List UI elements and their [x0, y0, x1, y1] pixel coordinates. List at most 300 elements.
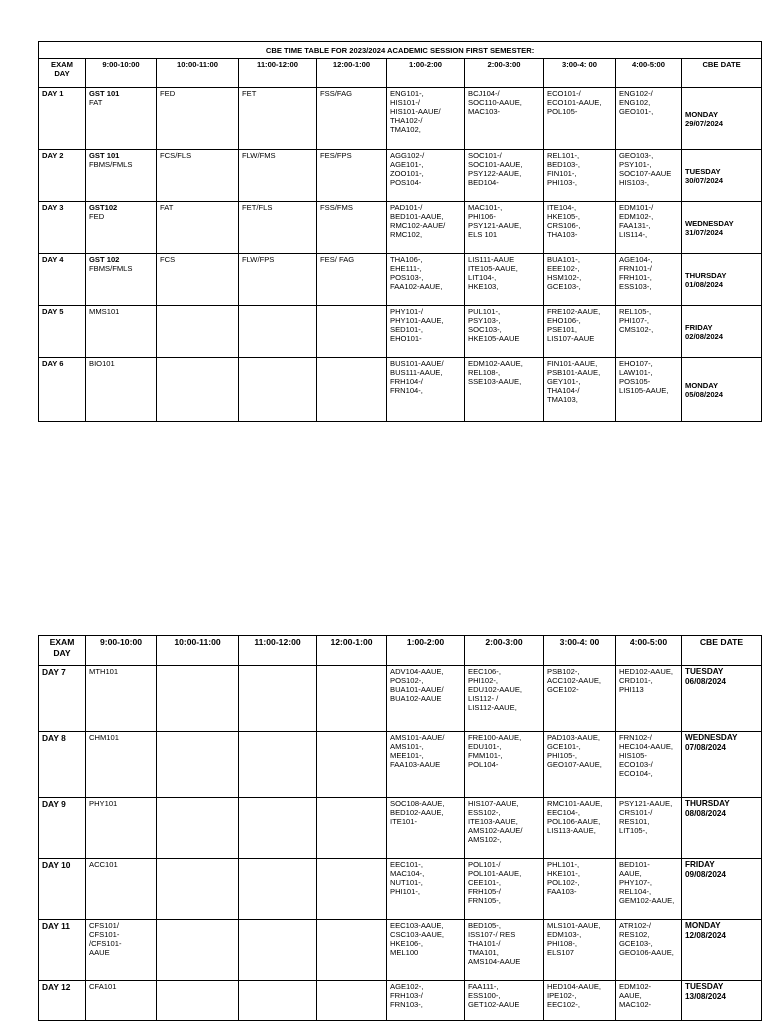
course-cell: [387, 981, 465, 1021]
course-code: ACC101: [89, 860, 118, 869]
course-code: BED102-AAUE,: [390, 808, 444, 817]
course-code: HSM102-,: [547, 273, 582, 282]
course-code: FRN102-/: [619, 733, 652, 742]
course-code: AMS102-,: [468, 835, 502, 844]
course-code: GEO103-,: [619, 151, 654, 160]
course-code: SOC107-AAUE: [619, 169, 672, 178]
header-text: 11:00-12:00: [257, 60, 298, 69]
course-code: ELS107: [547, 948, 575, 957]
course-code: ADV104-AAUE,: [390, 667, 444, 676]
course-code: FAA131-,: [619, 221, 651, 230]
course-code: BED101-: [619, 860, 650, 869]
cbe-date-cell: [682, 358, 762, 422]
course-code: AGE101-,: [390, 160, 424, 169]
course-cell: [157, 732, 239, 798]
course-cell: [157, 88, 239, 150]
timetable-part-1: [38, 41, 762, 422]
course-code: TMA101,: [468, 948, 499, 957]
course-code: AAUE,: [619, 991, 642, 1000]
course-cell: [544, 981, 616, 1021]
course-code: REL108-,: [468, 368, 501, 377]
course-code: ECO104-,: [619, 769, 653, 778]
table-row: [39, 202, 762, 254]
course-cell: [157, 981, 239, 1021]
course-code: PSB101-AAUE,: [547, 368, 601, 377]
course-code: POL104-: [468, 760, 499, 769]
cbe-date-cell: [682, 150, 762, 202]
course-code: LIS113-AAUE,: [547, 826, 596, 835]
cbe-date-text: FRIDAY: [685, 860, 715, 869]
course-code: BED101-AAUE,: [390, 212, 444, 221]
course-code: THA106-,: [390, 255, 423, 264]
header-text: CBE DATE: [702, 60, 741, 69]
course-code: MMS101: [89, 307, 120, 316]
course-code: CFS101-: [89, 930, 120, 939]
course-code: FRN105-,: [468, 896, 501, 905]
course-code: POS103-,: [390, 273, 424, 282]
course-code: PAD103-AAUE,: [547, 733, 601, 742]
course-cell: [465, 358, 544, 422]
course-code: PHI106-: [468, 212, 496, 221]
course-code: GET102-AAUE: [468, 1000, 520, 1009]
course-cell: [465, 88, 544, 150]
course-code: GEO101-,: [619, 107, 654, 116]
course-code: RMC101-AAUE,: [547, 799, 603, 808]
course-cell: [239, 358, 317, 422]
course-code: SED101-,: [390, 325, 423, 334]
cbe-date-text: TUESDAY: [685, 166, 721, 176]
course-cell: [86, 732, 157, 798]
cbe-date-text: 09/08/2024: [685, 870, 726, 879]
course-code: FRH103-/: [390, 991, 423, 1000]
cbe-date-text: MONDAY: [685, 380, 719, 390]
course-code: FBMS/FMLS: [89, 264, 133, 273]
course-code: SOC108-AAUE,: [390, 799, 445, 808]
header-text: CBE DATE: [699, 637, 744, 647]
course-cell: [239, 859, 317, 920]
course-code: HIS105-: [619, 751, 647, 760]
column-header: [387, 636, 465, 666]
cbe-date-cell: [682, 88, 762, 150]
course-code: BIO101: [89, 359, 115, 368]
cbe-date-text: MONDAY: [685, 109, 719, 119]
course-code: IPE102-,: [547, 991, 577, 1000]
course-code: FAT: [89, 98, 103, 107]
course-code: FED: [89, 212, 105, 221]
course-code: PHI113: [619, 685, 644, 694]
course-cell: [86, 202, 157, 254]
course-code: MAC104-,: [390, 869, 425, 878]
cbe-date-text: THURSDAY: [685, 270, 727, 280]
course-code: AGG102-/: [390, 151, 425, 160]
course-code: EHO101-: [390, 334, 422, 343]
course-code: HIS101-AAUE/: [390, 107, 441, 116]
course-code: THA104-/: [547, 386, 580, 395]
course-code: HKE105-,: [547, 212, 580, 221]
course-cell: [317, 202, 387, 254]
course-code: FRE102-AAUE,: [547, 307, 601, 316]
cbe-date-cell: [682, 202, 762, 254]
course-code: CRS106-,: [547, 221, 581, 230]
course-cell: [317, 920, 387, 981]
exam-day-cell: DAY 2: [39, 150, 86, 202]
table-body: [39, 666, 762, 1021]
course-cell: [239, 981, 317, 1021]
header-text: 4:00-5:00: [632, 60, 665, 69]
course-code: REL105-,: [619, 307, 652, 316]
course-code: /CFS101-: [89, 939, 122, 948]
course-code: LIS105-AAUE,: [619, 386, 669, 395]
course-code: PHI101-,: [390, 887, 420, 896]
course-code: PHI105-,: [547, 751, 577, 760]
course-code: GST 102: [89, 255, 120, 264]
exam-day-cell: DAY 3: [39, 202, 86, 254]
course-code: BED104-: [468, 178, 499, 187]
header-text: 12:00-1:00: [332, 60, 371, 69]
course-code: HIS107-AAUE,: [468, 799, 519, 808]
table-row: [39, 666, 762, 732]
course-code: ELS 101: [468, 230, 498, 239]
course-code: AMS102-AAUE/: [468, 826, 523, 835]
header-text: DAY: [53, 648, 71, 658]
cbe-date-text: WEDNESDAY: [685, 218, 734, 228]
course-code: PHY101: [89, 799, 118, 808]
course-cell: [387, 358, 465, 422]
course-code: GCE103-,: [619, 939, 653, 948]
header-text: 9:00-10:00: [99, 637, 143, 647]
course-cell: [157, 798, 239, 859]
course-code: GEY101-,: [547, 377, 581, 386]
course-code: ENG101-,: [390, 89, 424, 98]
course-code: ECO101-AAUE,: [547, 98, 602, 107]
column-header: [239, 636, 317, 666]
column-header: [387, 59, 465, 88]
timetable-title: CBE TIME TABLE FOR 2023/2024 ACADEMIC SESSION FIRST SEMESTER:: [39, 42, 762, 59]
table-body: [39, 88, 762, 422]
cbe-date-text: 05/08/2024: [685, 389, 724, 399]
exam-day-cell: DAY 11: [39, 920, 86, 981]
header-row: [39, 59, 762, 88]
header-text: EXAM: [51, 60, 73, 69]
course-code: PHI108-,: [547, 939, 577, 948]
course-code: PAD101-/: [390, 203, 423, 212]
course-cell: [465, 254, 544, 306]
course-code: FRE100-AAUE,: [468, 733, 522, 742]
course-cell: [86, 306, 157, 358]
course-cell: [317, 306, 387, 358]
column-header: [317, 636, 387, 666]
course-cell: [616, 981, 682, 1021]
course-cell: [86, 666, 157, 732]
course-code: PHI102-,: [468, 676, 498, 685]
course-cell: [317, 88, 387, 150]
column-header: [465, 59, 544, 88]
course-cell: [465, 732, 544, 798]
course-cell: [157, 202, 239, 254]
course-cell: [616, 859, 682, 920]
course-code: FED: [160, 89, 176, 98]
course-code: EDM103-,: [547, 930, 582, 939]
cbe-date-cell: [682, 306, 762, 358]
exam-day-cell: DAY 4: [39, 254, 86, 306]
course-code: POL101-/: [468, 860, 501, 869]
course-code: POL101-AAUE,: [468, 869, 522, 878]
course-code: NUT101-,: [390, 878, 423, 887]
course-code: CMS102-,: [619, 325, 654, 334]
course-code: AAUE: [89, 948, 110, 957]
course-code: BUA102-AAUE: [390, 694, 442, 703]
course-code: EHO107-,: [619, 359, 653, 368]
course-code: HIS103-,: [619, 178, 649, 187]
course-cell: [387, 920, 465, 981]
course-code: FSS/FMS: [320, 203, 353, 212]
header-text: 10:00-11:00: [177, 60, 218, 69]
course-cell: [86, 150, 157, 202]
course-code: EEC101-,: [390, 860, 423, 869]
course-code: ITE101-: [390, 817, 418, 826]
course-cell: [616, 358, 682, 422]
cbe-date-text: 08/08/2024: [685, 809, 726, 818]
header-text: 4:00-5:00: [629, 637, 668, 647]
course-cell: [157, 254, 239, 306]
cbe-date-cell: [682, 254, 762, 306]
column-header: [317, 59, 387, 88]
course-cell: [544, 859, 616, 920]
course-code: FIN101-AAUE,: [547, 359, 598, 368]
course-cell: [387, 666, 465, 732]
course-cell: [157, 666, 239, 732]
course-code: ESS100-,: [468, 991, 501, 1000]
header-text: 9:00-10:00: [102, 60, 140, 69]
course-code: LIT104-,: [468, 273, 497, 282]
course-cell: [239, 732, 317, 798]
course-cell: [387, 254, 465, 306]
course-code: EDM101-/: [619, 203, 654, 212]
cbe-date-cell: [682, 981, 762, 1021]
course-code: GCE102-: [547, 685, 579, 694]
course-code: EDU102-AAUE,: [468, 685, 523, 694]
exam-day-cell: DAY 5: [39, 306, 86, 358]
course-cell: [465, 798, 544, 859]
exam-day-cell: DAY 7: [39, 666, 86, 732]
table-row: [39, 150, 762, 202]
cbe-date-text: TUESDAY: [685, 667, 724, 676]
course-cell: [465, 306, 544, 358]
course-code: CFA101: [89, 982, 117, 991]
course-code: FAA103-: [547, 887, 577, 896]
course-cell: [86, 88, 157, 150]
course-code: CRD101-,: [619, 676, 653, 685]
course-code: SOC103-,: [468, 325, 502, 334]
course-code: FSS/FAG: [320, 89, 353, 98]
course-code: POL102-,: [547, 878, 580, 887]
cbe-date-text: 06/08/2024: [685, 677, 726, 686]
cbe-date-text: TUESDAY: [685, 982, 724, 991]
course-code: MEL100: [390, 948, 419, 957]
cbe-date-text: 07/08/2024: [685, 743, 726, 752]
course-code: MTH101: [89, 667, 119, 676]
cbe-date-cell: [682, 859, 762, 920]
course-code: EEC102-,: [547, 1000, 580, 1009]
course-cell: [86, 920, 157, 981]
cbe-date-text: FRIDAY: [685, 322, 713, 332]
course-cell: [317, 358, 387, 422]
course-cell: [616, 254, 682, 306]
course-code: ESS103-,: [619, 282, 652, 291]
course-code: SSE103-AAUE,: [468, 377, 522, 386]
course-code: AMS104-AAUE: [468, 957, 521, 966]
course-code: HED104-AAUE,: [547, 982, 602, 991]
course-code: PHY107-,: [619, 878, 652, 887]
course-code: ACC102-AAUE,: [547, 676, 602, 685]
header-text: 2:00-3:00: [485, 637, 523, 647]
cbe-date-text: MONDAY: [685, 921, 721, 930]
column-header: [682, 59, 762, 88]
course-code: EHE111-,: [390, 264, 422, 273]
course-code: TMA102,: [390, 125, 421, 134]
course-code: POL105-: [547, 107, 578, 116]
course-cell: [387, 859, 465, 920]
table-row: [39, 732, 762, 798]
cbe-date-text: 13/08/2024: [685, 992, 726, 1001]
course-cell: [544, 202, 616, 254]
course-code: EDM102-: [619, 982, 652, 991]
course-cell: [387, 202, 465, 254]
course-code: RES101,: [619, 817, 650, 826]
course-code: FIN101-,: [547, 169, 577, 178]
course-cell: [616, 920, 682, 981]
cbe-date-text: 01/08/2024: [685, 279, 724, 289]
course-cell: [239, 202, 317, 254]
course-cell: [317, 254, 387, 306]
cbe-date-cell: [682, 920, 762, 981]
course-code: GCE101-,: [547, 742, 581, 751]
course-cell: [465, 150, 544, 202]
course-cell: [465, 202, 544, 254]
course-cell: [616, 88, 682, 150]
course-code: CSC103-AAUE,: [390, 930, 445, 939]
course-code: RMC102,: [390, 230, 423, 239]
course-code: FRN101-/: [619, 264, 652, 273]
course-code: ENG102,: [619, 98, 651, 107]
course-code: FET: [242, 89, 257, 98]
course-cell: [239, 88, 317, 150]
course-cell: [544, 150, 616, 202]
header-text: 11:00-12:00: [254, 637, 301, 647]
course-code: HKE106-,: [390, 939, 423, 948]
course-code: EEC104-,: [547, 808, 580, 817]
header-text: DAY: [54, 69, 70, 78]
course-cell: [465, 920, 544, 981]
exam-day-cell: DAY 9: [39, 798, 86, 859]
course-cell: [157, 859, 239, 920]
course-cell: [616, 202, 682, 254]
timetable-part-2: [38, 635, 762, 1021]
course-cell: [157, 358, 239, 422]
table-row: [39, 859, 762, 920]
course-code: BUS101-AAUE/: [390, 359, 444, 368]
column-header: [86, 636, 157, 666]
course-code: EEC106-,: [468, 667, 501, 676]
course-code: FRH105-/: [468, 887, 501, 896]
course-code: GST102: [89, 203, 118, 212]
course-cell: [544, 798, 616, 859]
course-code: AAUE,: [619, 869, 642, 878]
column-header: [682, 636, 762, 666]
course-code: FRH104-/: [390, 377, 423, 386]
course-cell: [317, 150, 387, 202]
column-header: [39, 59, 86, 88]
header-text: 10:00-11:00: [174, 637, 221, 647]
course-cell: [239, 666, 317, 732]
course-code: FES/ FAG: [320, 255, 355, 264]
exam-day-cell: DAY 10: [39, 859, 86, 920]
course-code: POS105-: [619, 377, 651, 386]
course-cell: [387, 150, 465, 202]
course-cell: [317, 981, 387, 1021]
course-code: RES102,: [619, 930, 650, 939]
course-code: AMS101-AAUE/: [390, 733, 445, 742]
course-cell: [616, 732, 682, 798]
header-row: [39, 636, 762, 666]
cbe-date-cell: [682, 732, 762, 798]
course-code: THA101-/: [468, 939, 501, 948]
course-code: PHL101-,: [547, 860, 580, 869]
course-code: LAW101-,: [619, 368, 653, 377]
course-code: CFS101/: [89, 921, 119, 930]
course-cell: [465, 981, 544, 1021]
cbe-date-text: 12/08/2024: [685, 931, 726, 940]
course-code: EDU101-,: [468, 742, 502, 751]
course-code: LIS111-AAUE: [468, 255, 515, 264]
column-header: [616, 636, 682, 666]
header-text: 3:00-4: 00: [561, 60, 598, 69]
course-cell: [317, 798, 387, 859]
course-cell: [86, 798, 157, 859]
course-code: TMA103,: [547, 395, 578, 404]
table-row: [39, 306, 762, 358]
course-code: SOC101-/: [468, 151, 502, 160]
header-text: EXAM: [49, 637, 75, 647]
table-row: [39, 358, 762, 422]
table-row: [39, 798, 762, 859]
course-code: HED102-AAUE,: [619, 667, 674, 676]
course-cell: [616, 666, 682, 732]
course-code: ECO103-/: [619, 760, 653, 769]
course-cell: [387, 88, 465, 150]
course-code: REL101-,: [547, 151, 580, 160]
course-code: LIT105-,: [619, 826, 648, 835]
course-code: GEM102-AAUE,: [619, 896, 675, 905]
header-text: 1:00-2:00: [409, 60, 442, 69]
course-code: POL106-AAUE,: [547, 817, 601, 826]
course-code: LIS114-,: [619, 230, 648, 239]
course-cell: [239, 150, 317, 202]
cbe-date-text: WEDNESDAY: [685, 733, 738, 742]
exam-day-cell: DAY 12: [39, 981, 86, 1021]
course-cell: [616, 798, 682, 859]
course-code: BUA101-AAUE/: [390, 685, 444, 694]
course-cell: [157, 150, 239, 202]
course-code: PSB102-,: [547, 667, 580, 676]
course-code: FRN103-,: [390, 1000, 423, 1009]
course-cell: [544, 254, 616, 306]
course-code: FCS/FLS: [160, 151, 192, 160]
cbe-date-cell: [682, 666, 762, 732]
course-cell: [239, 306, 317, 358]
course-code: SOC110-AAUE,: [468, 98, 522, 107]
course-code: PHI103-,: [547, 178, 577, 187]
